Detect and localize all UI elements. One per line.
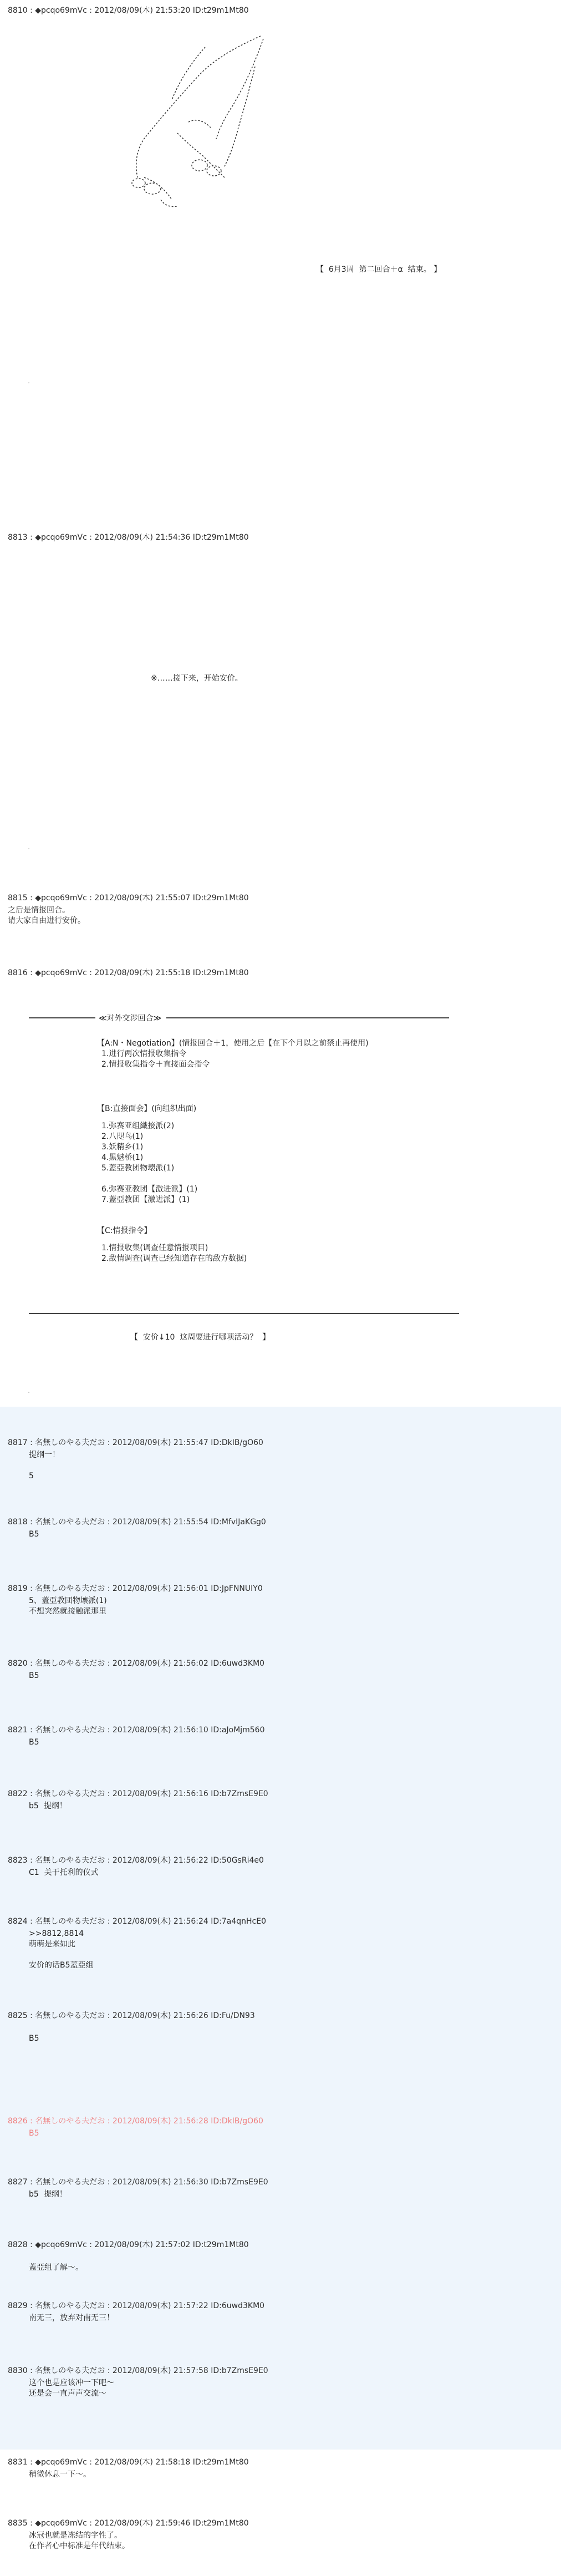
section-rule-bottom <box>29 1313 459 1314</box>
post-8835 <box>8 2518 551 2552</box>
post-body <box>29 1929 551 1971</box>
post-line: 在作者心中标准是年代结束。 <box>29 2542 130 2550</box>
separator-dot: . <box>28 377 30 386</box>
separator-dot: . <box>28 843 30 851</box>
post-line: 之后是情报回合。 <box>8 906 70 915</box>
group-c <box>97 1226 247 1264</box>
group-a-item: 2.情报收集指令＋直接面会指令 <box>101 1060 210 1069</box>
resume-note: ※……接下来，开始安价。 <box>151 674 243 683</box>
post-8822 <box>8 1789 551 1812</box>
post-body <box>29 1801 551 1812</box>
post-body <box>29 1671 551 1681</box>
group-a <box>97 1038 369 1070</box>
group-a-title: 【A:N・Negotiation】(情报回合＋1，使用之后【在下个月以之前禁止再使用) <box>97 1039 369 1048</box>
post-body <box>29 2189 551 2200</box>
post-line: b5 提纲！ <box>29 1802 67 1811</box>
post-8821 <box>8 1725 551 1748</box>
post-header: 8819 : 名無しのやる夫だお : 2012/08/09(木) 21:56:01 ID:JpFNNUIY0 <box>8 1584 263 1593</box>
post-line: 请大家自由进行安价。 <box>8 916 85 925</box>
post-8816 <box>8 968 551 978</box>
group-b <box>97 1104 197 1205</box>
post-body <box>29 1596 551 1617</box>
post-8817 <box>8 1438 551 1482</box>
post-body <box>29 1868 551 1878</box>
section-rule-right <box>166 1017 449 1018</box>
post-line: 提纲一！ <box>29 1451 60 1459</box>
round-end-text: 【 6月3周 第二回合＋α 结束。 】 <box>316 265 442 274</box>
post-8825 <box>8 2011 551 2044</box>
post-8813 <box>8 533 551 543</box>
post-header: 8822 : 名無しのやる夫だお : 2012/08/09(木) 21:56:16 ID:b7ZmsE9E0 <box>8 1789 268 1798</box>
post-line: B5 <box>29 1530 39 1539</box>
hands-ascii-art <box>105 33 272 216</box>
post-line: C1 关于托利的仪式 <box>29 1868 99 1877</box>
post-header: 8815 : ◆pcqo69mVc : 2012/08/09(木) 21:55:07 ID:t29m1Mt80 <box>8 894 249 902</box>
group-b-item: 7.蓋亞教团【激进派】(1) <box>101 1195 190 1204</box>
post-line: 还是会一直声声交流～ <box>29 2389 106 2398</box>
post-line: 不想突然就接触派那里 <box>29 1607 106 1616</box>
post-8831 <box>8 2457 551 2480</box>
post-body <box>29 2378 551 2399</box>
post-header: 8817 : 名無しのやる夫だお : 2012/08/09(木) 21:55:47 ID:DkIB/gO60 <box>8 1438 263 1447</box>
post-body <box>29 2531 551 2552</box>
post-header: 8825 : 名無しのやる夫だお : 2012/08/09(木) 21:56:26 ID:Fu/DN93 <box>8 2011 255 2020</box>
group-b-item: 3.妖精乡(1) <box>101 1143 144 1152</box>
separator-dot: . <box>28 1387 30 1395</box>
section-title: ≪对外交涉回合≫ <box>99 1014 162 1023</box>
post-line: b5 提纲！ <box>29 2190 67 2199</box>
post-8819 <box>8 1584 551 1617</box>
post-line: B5 <box>29 1671 39 1680</box>
post-8820 <box>8 1659 551 1681</box>
post-8829 <box>8 2301 551 2324</box>
post-header: 8829 : 名無しのやる夫だお : 2012/08/09(木) 21:57:22 ID:6uwd3KM0 <box>8 2301 265 2310</box>
post-line: 安价的话B5蓋亞组 <box>29 1961 94 1970</box>
post-8828 <box>8 2240 551 2273</box>
post-header: 8810 : ◆pcqo69mVc : 2012/08/09(木) 21:53:20 ID:t29m1Mt80 <box>8 6 249 15</box>
post-8826 <box>8 2116 551 2139</box>
post-body <box>29 2252 551 2273</box>
post-header: 8827 : 名無しのやる夫だお : 2012/08/09(木) 21:56:30 ID:b7ZmsE9E0 <box>8 2178 268 2187</box>
section-rule-left <box>29 1017 95 1018</box>
post-body <box>29 2469 551 2480</box>
post-line: 这个也是应该冲一下吧～ <box>29 2379 114 2387</box>
group-b-item: 4.黑魅桥(1) <box>101 1153 144 1162</box>
post-8810 <box>8 6 551 16</box>
group-b-item: 5.蓋亞教团物壊派(1) <box>101 1164 175 1173</box>
post-body <box>29 1450 551 1482</box>
post-header: 8830 : 名無しのやる夫だお : 2012/08/09(木) 21:57:58 ID:b7ZmsE9E0 <box>8 2366 268 2375</box>
post-body <box>29 2128 551 2139</box>
post-header: 8823 : 名無しのやる夫だお : 2012/08/09(木) 21:56:22 ID:50GsRi4e0 <box>8 1856 264 1865</box>
group-b-item: 6.弥赛亚教团【激进派】(1) <box>101 1185 198 1194</box>
post-line: B5 <box>29 1738 39 1747</box>
group-a-item: 1.进行两次情报收集指令 <box>101 1049 187 1058</box>
group-b-item: 2.八咫鸟(1) <box>101 1132 144 1141</box>
post-line: 萌萌是来如此 <box>29 1940 75 1949</box>
post-line: 南无三，放弃对南无三！ <box>29 2314 114 2323</box>
post-header: 8818 : 名無しのやる夫だお : 2012/08/09(木) 21:55:54 ID:MfvIJaKGg0 <box>8 1518 266 1527</box>
post-line: 蓋亞组了解～。 <box>29 2263 83 2272</box>
post-header: 8816 : ◆pcqo69mVc : 2012/08/09(木) 21:55:18 ID:t29m1Mt80 <box>8 968 249 977</box>
post-line: B5 <box>29 2034 39 2043</box>
post-8818 <box>8 1517 551 1540</box>
group-b-item: 1.弥赛亚组織接派(2) <box>101 1122 175 1130</box>
group-b-title: 【B:直接面会】(向组织出面) <box>97 1104 197 1113</box>
group-c-item: 2.敌情调查(调查已经知道存在的敌方数据) <box>101 1254 247 1263</box>
post-header: 8831 : ◆pcqo69mVc : 2012/08/09(木) 21:58:18 ID:t29m1Mt80 <box>8 2458 249 2467</box>
post-header: 8820 : 名無しのやる夫だお : 2012/08/09(木) 21:56:02 ID:6uwd3KM0 <box>8 1659 265 1668</box>
post-header: 8824 : 名無しのやる夫だお : 2012/08/09(木) 21:56:24 ID:7a4qnHcE0 <box>8 1917 267 1926</box>
post-line: >>8812,8814 <box>29 1929 84 1938</box>
post-line: 5 <box>29 1472 34 1480</box>
post-line: 5、蓋亞教団物壊派(1) <box>29 1596 107 1605</box>
post-header: 8828 : ◆pcqo69mVc : 2012/08/09(木) 21:57:02 ID:t29m1Mt80 <box>8 2240 249 2249</box>
post-header: 8835 : ◆pcqo69mVc : 2012/08/09(木) 21:59:46 ID:t29m1Mt80 <box>8 2519 249 2528</box>
post-body <box>29 1529 551 1540</box>
post-body <box>8 905 551 926</box>
post-line: 冰冠也就是冻结的字性了。 <box>29 2531 122 2540</box>
post-body <box>29 2313 551 2324</box>
post-8824 <box>8 1916 551 1971</box>
post-body <box>29 1737 551 1748</box>
group-c-item: 1.情报收集(调查任意情报项目) <box>101 1244 208 1252</box>
post-8823 <box>8 1855 551 1878</box>
post-8827 <box>8 2177 551 2200</box>
post-body <box>29 2023 551 2044</box>
post-line: 稍微休息一下～。 <box>29 2470 91 2479</box>
group-c-title: 【C:情报指令】 <box>97 1226 152 1235</box>
post-header: 8826 : 名無しのやる夫だお : 2012/08/09(木) 21:56:28 ID:DkIB/gO60 <box>8 2117 263 2126</box>
post-8815 <box>8 893 551 926</box>
anka-prompt: 【 安价↓10 这周要进行哪项活动？ 】 <box>130 1333 271 1342</box>
post-8830 <box>8 2366 551 2399</box>
post-header: 8813 : ◆pcqo69mVc : 2012/08/09(木) 21:54:36 ID:t29m1Mt80 <box>8 533 249 542</box>
post-header: 8821 : 名無しのやる夫だお : 2012/08/09(木) 21:56:10 ID:aJoMjm560 <box>8 1726 265 1735</box>
post-line: B5 <box>29 2129 39 2138</box>
